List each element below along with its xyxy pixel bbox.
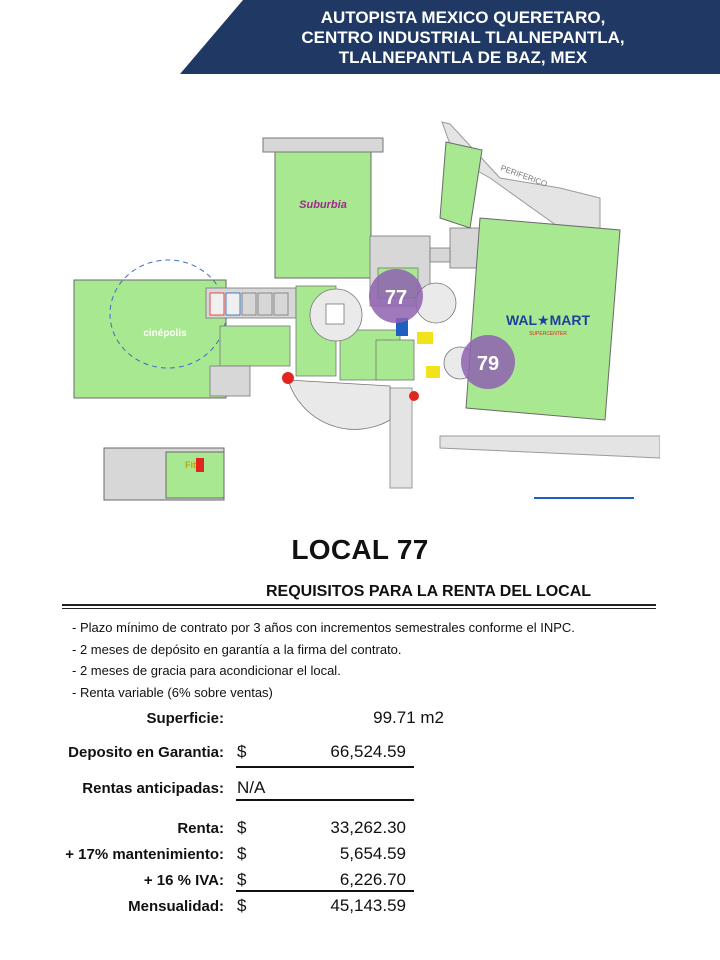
deposito-underline	[236, 766, 414, 768]
address-line-2: CENTRO INDUSTRIAL TLALNEPANTLA,	[301, 28, 625, 47]
periferico-label: PERIFERICO	[499, 163, 549, 189]
east-parking	[440, 142, 482, 228]
superficie-value: 99.71 m2	[373, 708, 444, 727]
mensualidad-label: Mensualidad:	[128, 898, 224, 915]
address-line-1: AUTOPISTA MEXICO QUERETARO,	[320, 8, 606, 27]
walmart-sublabel: SUPERCENTER	[529, 331, 567, 337]
header-banner	[0, 0, 720, 76]
marker-77	[369, 269, 423, 323]
mensualidad-value: 45,143.59	[330, 896, 406, 915]
cinepolis-label: cinépolis	[143, 328, 187, 339]
marker-77-label: 77	[384, 287, 408, 309]
requirement-item: - 2 meses de gracia para acondicionar el local.	[72, 663, 341, 678]
superficie-label: Superficie:	[146, 710, 224, 727]
marker-79	[461, 335, 515, 389]
requirement-item: - Plazo mínimo de contrato por 3 años con incrementos semestrales conforme el INPC.	[72, 620, 575, 635]
marker-79-label: 79	[476, 353, 500, 375]
anticipadas-underline	[236, 799, 414, 801]
iva-label: + 16 % IVA:	[143, 872, 224, 889]
renta-label: Renta:	[177, 820, 224, 837]
walmart-label: WAL★MART	[505, 312, 591, 328]
local-title: LOCAL 77	[291, 534, 429, 565]
red-marker-1	[282, 372, 294, 384]
mantenimiento-value: 5,654.59	[339, 844, 406, 863]
yellow-unit-1	[417, 332, 433, 344]
yellow-unit-2	[426, 366, 440, 378]
requirements-heading: REQUISITOS PARA LA RENTA DEL LOCAL	[266, 583, 592, 600]
requirement-item: - Renta variable (6% sobre ventas)	[72, 684, 273, 700]
requirements-list	[72, 617, 575, 703]
fit-label: Fit	[185, 460, 196, 470]
suburbia-block	[275, 146, 371, 278]
address-line-3: TLALNEPANTLA DE BAZ, MEX	[338, 48, 588, 67]
renta-value: 33,262.30	[330, 818, 406, 837]
iva-currency: $	[237, 870, 247, 889]
renta-currency: $	[237, 818, 247, 837]
deposito-currency: $	[237, 742, 247, 761]
iva-underline	[236, 890, 414, 892]
deposito-label: Deposito en Garantia:	[68, 744, 224, 761]
mantenimiento-label: + 17% mantenimiento:	[65, 846, 224, 863]
heading-rule-thin	[62, 608, 656, 609]
cinepolis-block	[74, 280, 226, 398]
anticipadas-value: N/A	[237, 778, 266, 797]
deposito-value: 66,524.59	[330, 742, 406, 761]
address-block	[238, 8, 688, 68]
iva-value: 6,226.70	[339, 870, 406, 889]
site-plan-map	[60, 118, 660, 508]
red-marker-2	[409, 391, 419, 401]
anticipadas-label: Rentas anticipadas:	[82, 780, 224, 797]
suburbia-label: Suburbia	[299, 199, 347, 211]
fit-block	[166, 452, 224, 498]
mensualidad-currency: $	[237, 896, 247, 915]
fit-red-unit	[196, 458, 204, 472]
suburbia-roof	[263, 138, 383, 152]
mantenimiento-currency: $	[237, 844, 247, 863]
requirement-item: - 2 meses de depósito en garantía a la firma del contrato.	[72, 641, 402, 657]
heading-rule-thick	[62, 604, 656, 606]
